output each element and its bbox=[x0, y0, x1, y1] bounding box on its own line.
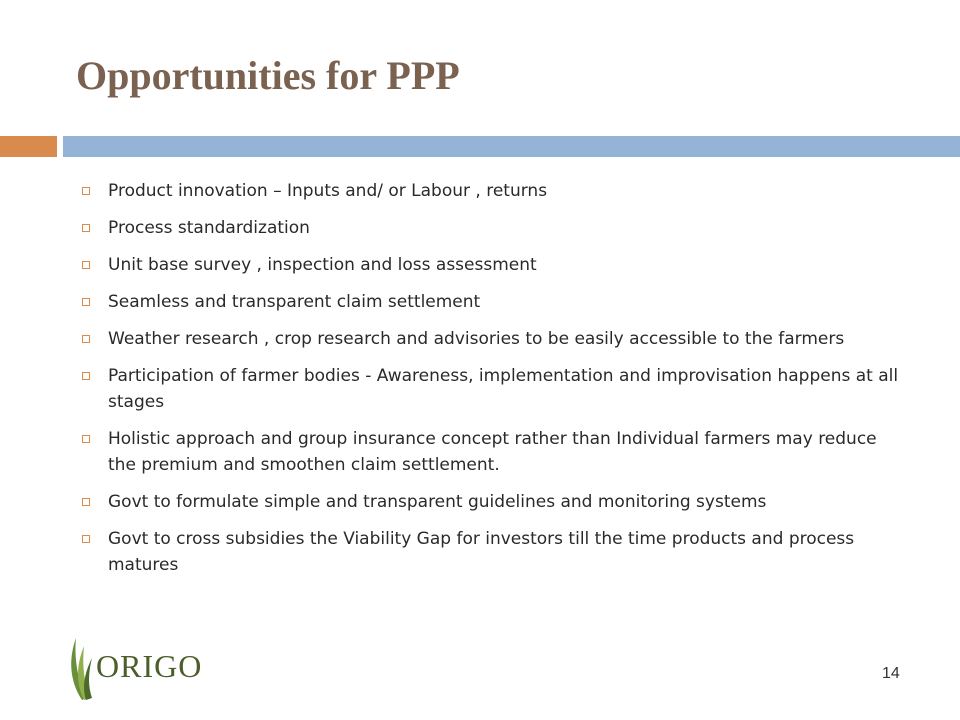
bullet-text: Holistic approach and group insurance concept rather than Individual farmers may reduce the premium and smoothen claim settlement. bbox=[108, 429, 877, 475]
bullet-text: Process standardization bbox=[108, 218, 310, 238]
bullet-text: Participation of farmer bodies - Awareness, implementation and improvisation happens at all stages bbox=[108, 366, 899, 412]
logo-wordmark: ORIGO bbox=[96, 648, 203, 684]
origo-logo bbox=[62, 632, 212, 702]
square-bullet-icon bbox=[82, 335, 90, 343]
bullet-item bbox=[78, 252, 908, 278]
bullet-item bbox=[78, 426, 908, 478]
slide-title: Opportunities for PPP bbox=[76, 53, 460, 98]
bullet-text: Govt to cross subsidies the Viability Gap for investors till the time products and process matures bbox=[108, 529, 855, 575]
accent-bar-orange bbox=[0, 136, 57, 157]
square-bullet-icon bbox=[82, 298, 90, 306]
bullet-text: Govt to formulate simple and transparent guidelines and monitoring systems bbox=[108, 492, 767, 512]
square-bullet-icon bbox=[82, 187, 90, 195]
bullet-text: Seamless and transparent claim settlement bbox=[108, 292, 481, 312]
square-bullet-icon bbox=[82, 535, 90, 543]
bullet-text: Product innovation – Inputs and/ or Labour , returns bbox=[108, 181, 548, 201]
bullet-item bbox=[78, 326, 908, 352]
square-bullet-icon bbox=[82, 261, 90, 269]
square-bullet-icon bbox=[82, 224, 90, 232]
accent-bar-blue bbox=[63, 136, 960, 157]
bullet-item bbox=[78, 289, 908, 315]
page-number: 14 bbox=[882, 665, 900, 682]
bullet-item bbox=[78, 178, 908, 204]
bullet-item bbox=[78, 489, 908, 515]
bullet-item bbox=[78, 526, 908, 578]
bullet-item bbox=[78, 363, 908, 415]
square-bullet-icon bbox=[82, 372, 90, 380]
square-bullet-icon bbox=[82, 435, 90, 443]
bullet-item bbox=[78, 215, 908, 241]
bullet-text: Weather research , crop research and advisories to be easily accessible to the farmers bbox=[108, 329, 845, 349]
bullet-text: Unit base survey , inspection and loss assessment bbox=[108, 255, 537, 275]
bullet-list bbox=[78, 178, 908, 589]
square-bullet-icon bbox=[82, 498, 90, 506]
